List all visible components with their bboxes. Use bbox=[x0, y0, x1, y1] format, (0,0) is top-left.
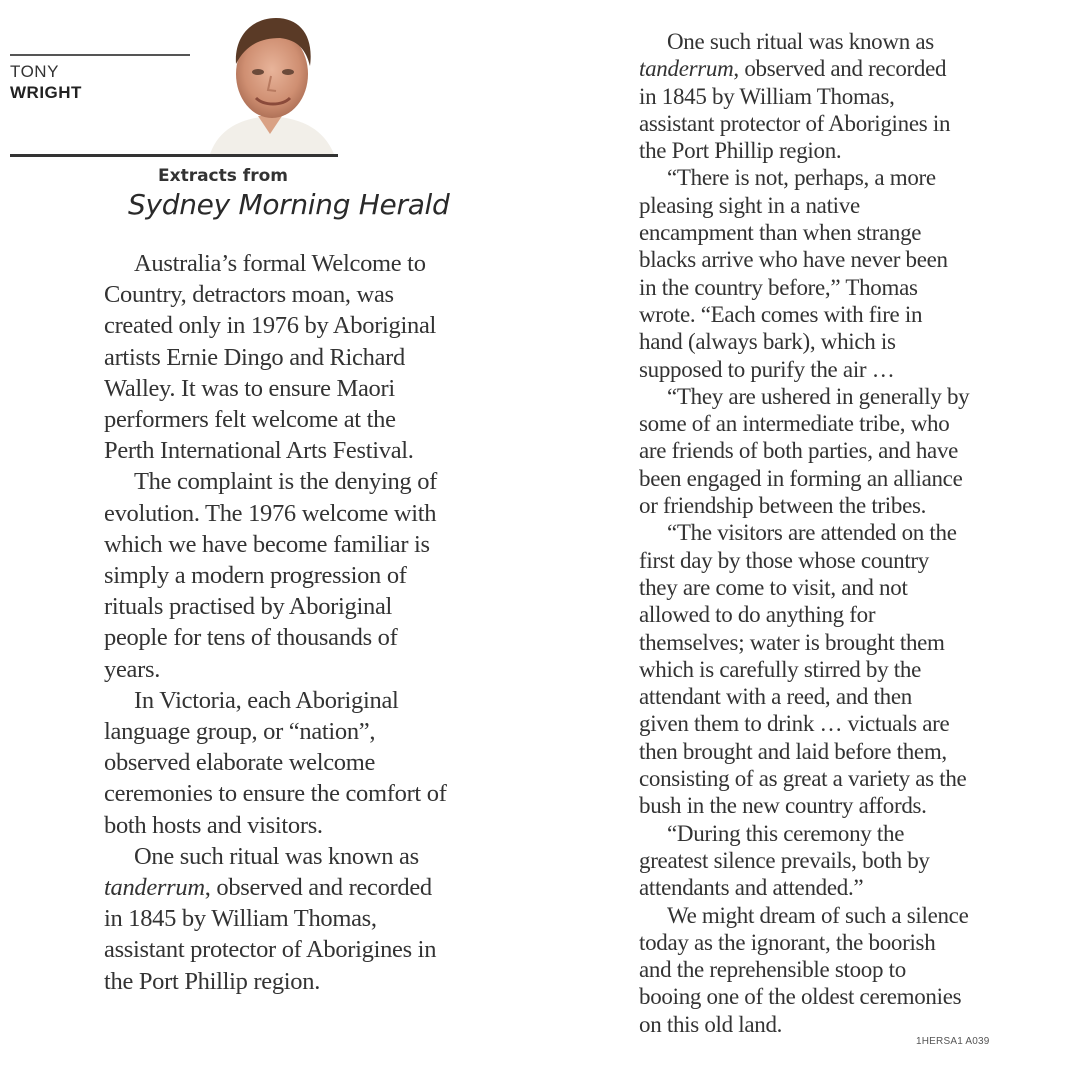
article-line-text: today as the ignorant, the boorish bbox=[639, 929, 936, 955]
article-line bbox=[639, 929, 1009, 956]
page-code: 1HERSA1 A039 bbox=[916, 1036, 990, 1047]
article-line bbox=[639, 274, 1009, 301]
article-column-left bbox=[104, 248, 524, 997]
article-line-text: assistant protector of Aborigines in bbox=[639, 110, 951, 136]
article-line bbox=[639, 219, 1009, 246]
article-line-text: themselves; water is brought them bbox=[639, 629, 945, 655]
extracts-label: Extracts from bbox=[158, 166, 288, 186]
article-line-text: “They are ushered in generally by bbox=[667, 383, 970, 409]
article-line-text: attendants and attended.” bbox=[639, 875, 864, 901]
article-line bbox=[104, 716, 524, 747]
article-line-text: which we have become familiar is bbox=[104, 530, 430, 558]
article-line-text: artists Ernie Dingo and Richard bbox=[104, 343, 405, 371]
article-line-italic: tanderrum bbox=[639, 56, 734, 82]
article-line bbox=[639, 601, 1009, 628]
article-line bbox=[639, 492, 1009, 519]
article-line bbox=[104, 560, 524, 591]
article-line-text: One such ritual was known as bbox=[667, 29, 934, 54]
article-line-text: attendant with a reed, and then bbox=[639, 684, 912, 710]
article-line bbox=[104, 810, 524, 841]
article-line bbox=[104, 747, 524, 778]
article-line-text: rituals practised by Aboriginal bbox=[104, 593, 393, 621]
article-line bbox=[639, 83, 1009, 110]
article-line bbox=[639, 1011, 1009, 1038]
article-line bbox=[104, 903, 524, 934]
article-line bbox=[639, 356, 1009, 383]
article-line-text: language group, or “nation”, bbox=[104, 718, 376, 746]
article-line-text: , observed and recorded bbox=[204, 874, 432, 902]
article-line-text: We might dream of such a silence bbox=[667, 902, 969, 928]
article-line bbox=[104, 248, 524, 279]
article-line-text: people for tens of thousands of bbox=[104, 624, 398, 652]
article-line-text: they are come to visit, and not bbox=[639, 574, 908, 600]
article-line-text: observed elaborate welcome bbox=[104, 749, 376, 777]
author-last-name: WRIGHT bbox=[10, 83, 82, 102]
article-line bbox=[639, 164, 1009, 191]
author-first-name: TONY bbox=[10, 62, 59, 81]
article-line-italic: tanderrum bbox=[104, 874, 205, 902]
article-line-text: One such ritual was known as bbox=[134, 842, 419, 870]
article-line bbox=[104, 529, 524, 560]
article-line bbox=[639, 820, 1009, 847]
article-line bbox=[639, 956, 1009, 983]
article-line bbox=[104, 498, 524, 529]
article-line bbox=[639, 902, 1009, 929]
article-line bbox=[104, 466, 524, 497]
article-line-text: blacks arrive who have never been bbox=[639, 247, 948, 273]
article-line-text: , observed and recorded bbox=[733, 56, 947, 82]
article-line-text: years. bbox=[104, 655, 161, 683]
article-line bbox=[639, 710, 1009, 737]
article-line bbox=[104, 622, 524, 653]
article-line-text: first day by those whose country bbox=[639, 547, 929, 573]
article-line bbox=[639, 328, 1009, 355]
article-line-text: supposed to purify the air … bbox=[639, 356, 895, 382]
article-line-text: then brought and laid before them, bbox=[639, 738, 947, 764]
article-line-text: hand (always bark), which is bbox=[639, 329, 896, 355]
article-line-text: given them to drink … victuals are bbox=[639, 711, 950, 737]
article-line-text: in 1845 by William Thomas, bbox=[104, 905, 377, 933]
article-line bbox=[104, 841, 524, 872]
article-line-text: “The visitors are attended on the bbox=[667, 520, 957, 546]
article-line-text: Walley. It was to ensure Maori bbox=[104, 374, 395, 402]
article-line bbox=[639, 410, 1009, 437]
article-column-right bbox=[639, 28, 1009, 1038]
article-line bbox=[639, 437, 1009, 464]
article-line-text: consisting of as great a variety as the bbox=[639, 766, 967, 792]
article-line bbox=[104, 373, 524, 404]
article-line-text: in the country before,” Thomas bbox=[639, 274, 918, 300]
article-line bbox=[639, 192, 1009, 219]
article-line-text: booing one of the oldest ceremonies bbox=[639, 984, 962, 1010]
article-line bbox=[639, 55, 1009, 82]
article-line bbox=[104, 279, 524, 310]
article-line-text: both hosts and visitors. bbox=[104, 811, 323, 839]
article-line bbox=[639, 383, 1009, 410]
article-line bbox=[639, 874, 1009, 901]
article-line bbox=[104, 591, 524, 622]
article-line bbox=[639, 683, 1009, 710]
article-line bbox=[104, 778, 524, 809]
article-line-text: on this old land. bbox=[639, 1011, 783, 1037]
article-line bbox=[639, 110, 1009, 137]
article-line-text: and the reprehensible stoop to bbox=[639, 957, 906, 983]
article-line-text: evolution. The 1976 welcome with bbox=[104, 499, 437, 527]
article-line-text: greatest silence prevails, both by bbox=[639, 847, 930, 873]
article-line bbox=[104, 342, 524, 373]
article-line-text: Perth International Arts Festival. bbox=[104, 437, 414, 465]
publication-name: Sydney Morning Herald bbox=[128, 188, 450, 221]
article-line-text: which is carefully stirred by the bbox=[639, 656, 921, 682]
article-line-text: been engaged in forming an alliance bbox=[639, 465, 963, 491]
article-line-text: bush in the new country affords. bbox=[639, 793, 927, 819]
article-line bbox=[639, 301, 1009, 328]
article-line-text: “There is not, perhaps, a more bbox=[667, 165, 936, 191]
article-line-text: pleasing sight in a native bbox=[639, 192, 860, 218]
article-line bbox=[639, 137, 1009, 164]
article-line bbox=[639, 246, 1009, 273]
article-line-text: performers felt welcome at the bbox=[104, 406, 396, 434]
article-line-text: wrote. “Each comes with fire in bbox=[639, 301, 923, 327]
article-line-text: allowed to do anything for bbox=[639, 602, 876, 628]
article-line-text: assistant protector of Aborigines in bbox=[104, 936, 437, 964]
article-line bbox=[639, 28, 1009, 55]
article-line bbox=[639, 629, 1009, 656]
author-portrait bbox=[200, 6, 340, 154]
article-line bbox=[639, 519, 1009, 546]
article-line bbox=[639, 465, 1009, 492]
article-line bbox=[104, 685, 524, 716]
article-line bbox=[104, 966, 524, 997]
article-line bbox=[639, 847, 1009, 874]
article-line-text: ceremonies to ensure the comfort of bbox=[104, 780, 447, 808]
byline-top-rule bbox=[10, 54, 190, 56]
article-line-text: the Port Phillip region. bbox=[104, 967, 321, 995]
article-line bbox=[104, 310, 524, 341]
article-line-text: In Victoria, each Aboriginal bbox=[134, 686, 399, 714]
article-line-text: in 1845 by William Thomas, bbox=[639, 83, 895, 109]
article-line bbox=[639, 765, 1009, 792]
article-line-text: some of an intermediate tribe, who bbox=[639, 411, 950, 437]
article-line-text: simply a modern progression of bbox=[104, 562, 407, 590]
article-line bbox=[104, 435, 524, 466]
article-line-text: encampment than when strange bbox=[639, 220, 922, 246]
article-line bbox=[104, 654, 524, 685]
article-line bbox=[639, 574, 1009, 601]
article-line bbox=[639, 983, 1009, 1010]
article-line-text: the Port Phillip region. bbox=[639, 138, 842, 164]
article-line-text: created only in 1976 by Aboriginal bbox=[104, 312, 437, 340]
article-line-text: “During this ceremony the bbox=[667, 820, 905, 846]
article-line-text: or friendship between the tribes. bbox=[639, 493, 927, 519]
article-line bbox=[104, 872, 524, 903]
byline-bottom-rule bbox=[10, 154, 338, 157]
article-line bbox=[639, 792, 1009, 819]
article-line bbox=[104, 934, 524, 965]
article-line-text: Australia’s formal Welcome to bbox=[134, 250, 426, 277]
article-line bbox=[639, 738, 1009, 765]
article-line-text: The complaint is the denying of bbox=[134, 468, 438, 496]
article-line bbox=[104, 404, 524, 435]
article-line bbox=[639, 656, 1009, 683]
article-line-text: Country, detractors moan, was bbox=[104, 281, 394, 309]
article-line-text: are friends of both parties, and have bbox=[639, 438, 959, 464]
article-line bbox=[639, 547, 1009, 574]
